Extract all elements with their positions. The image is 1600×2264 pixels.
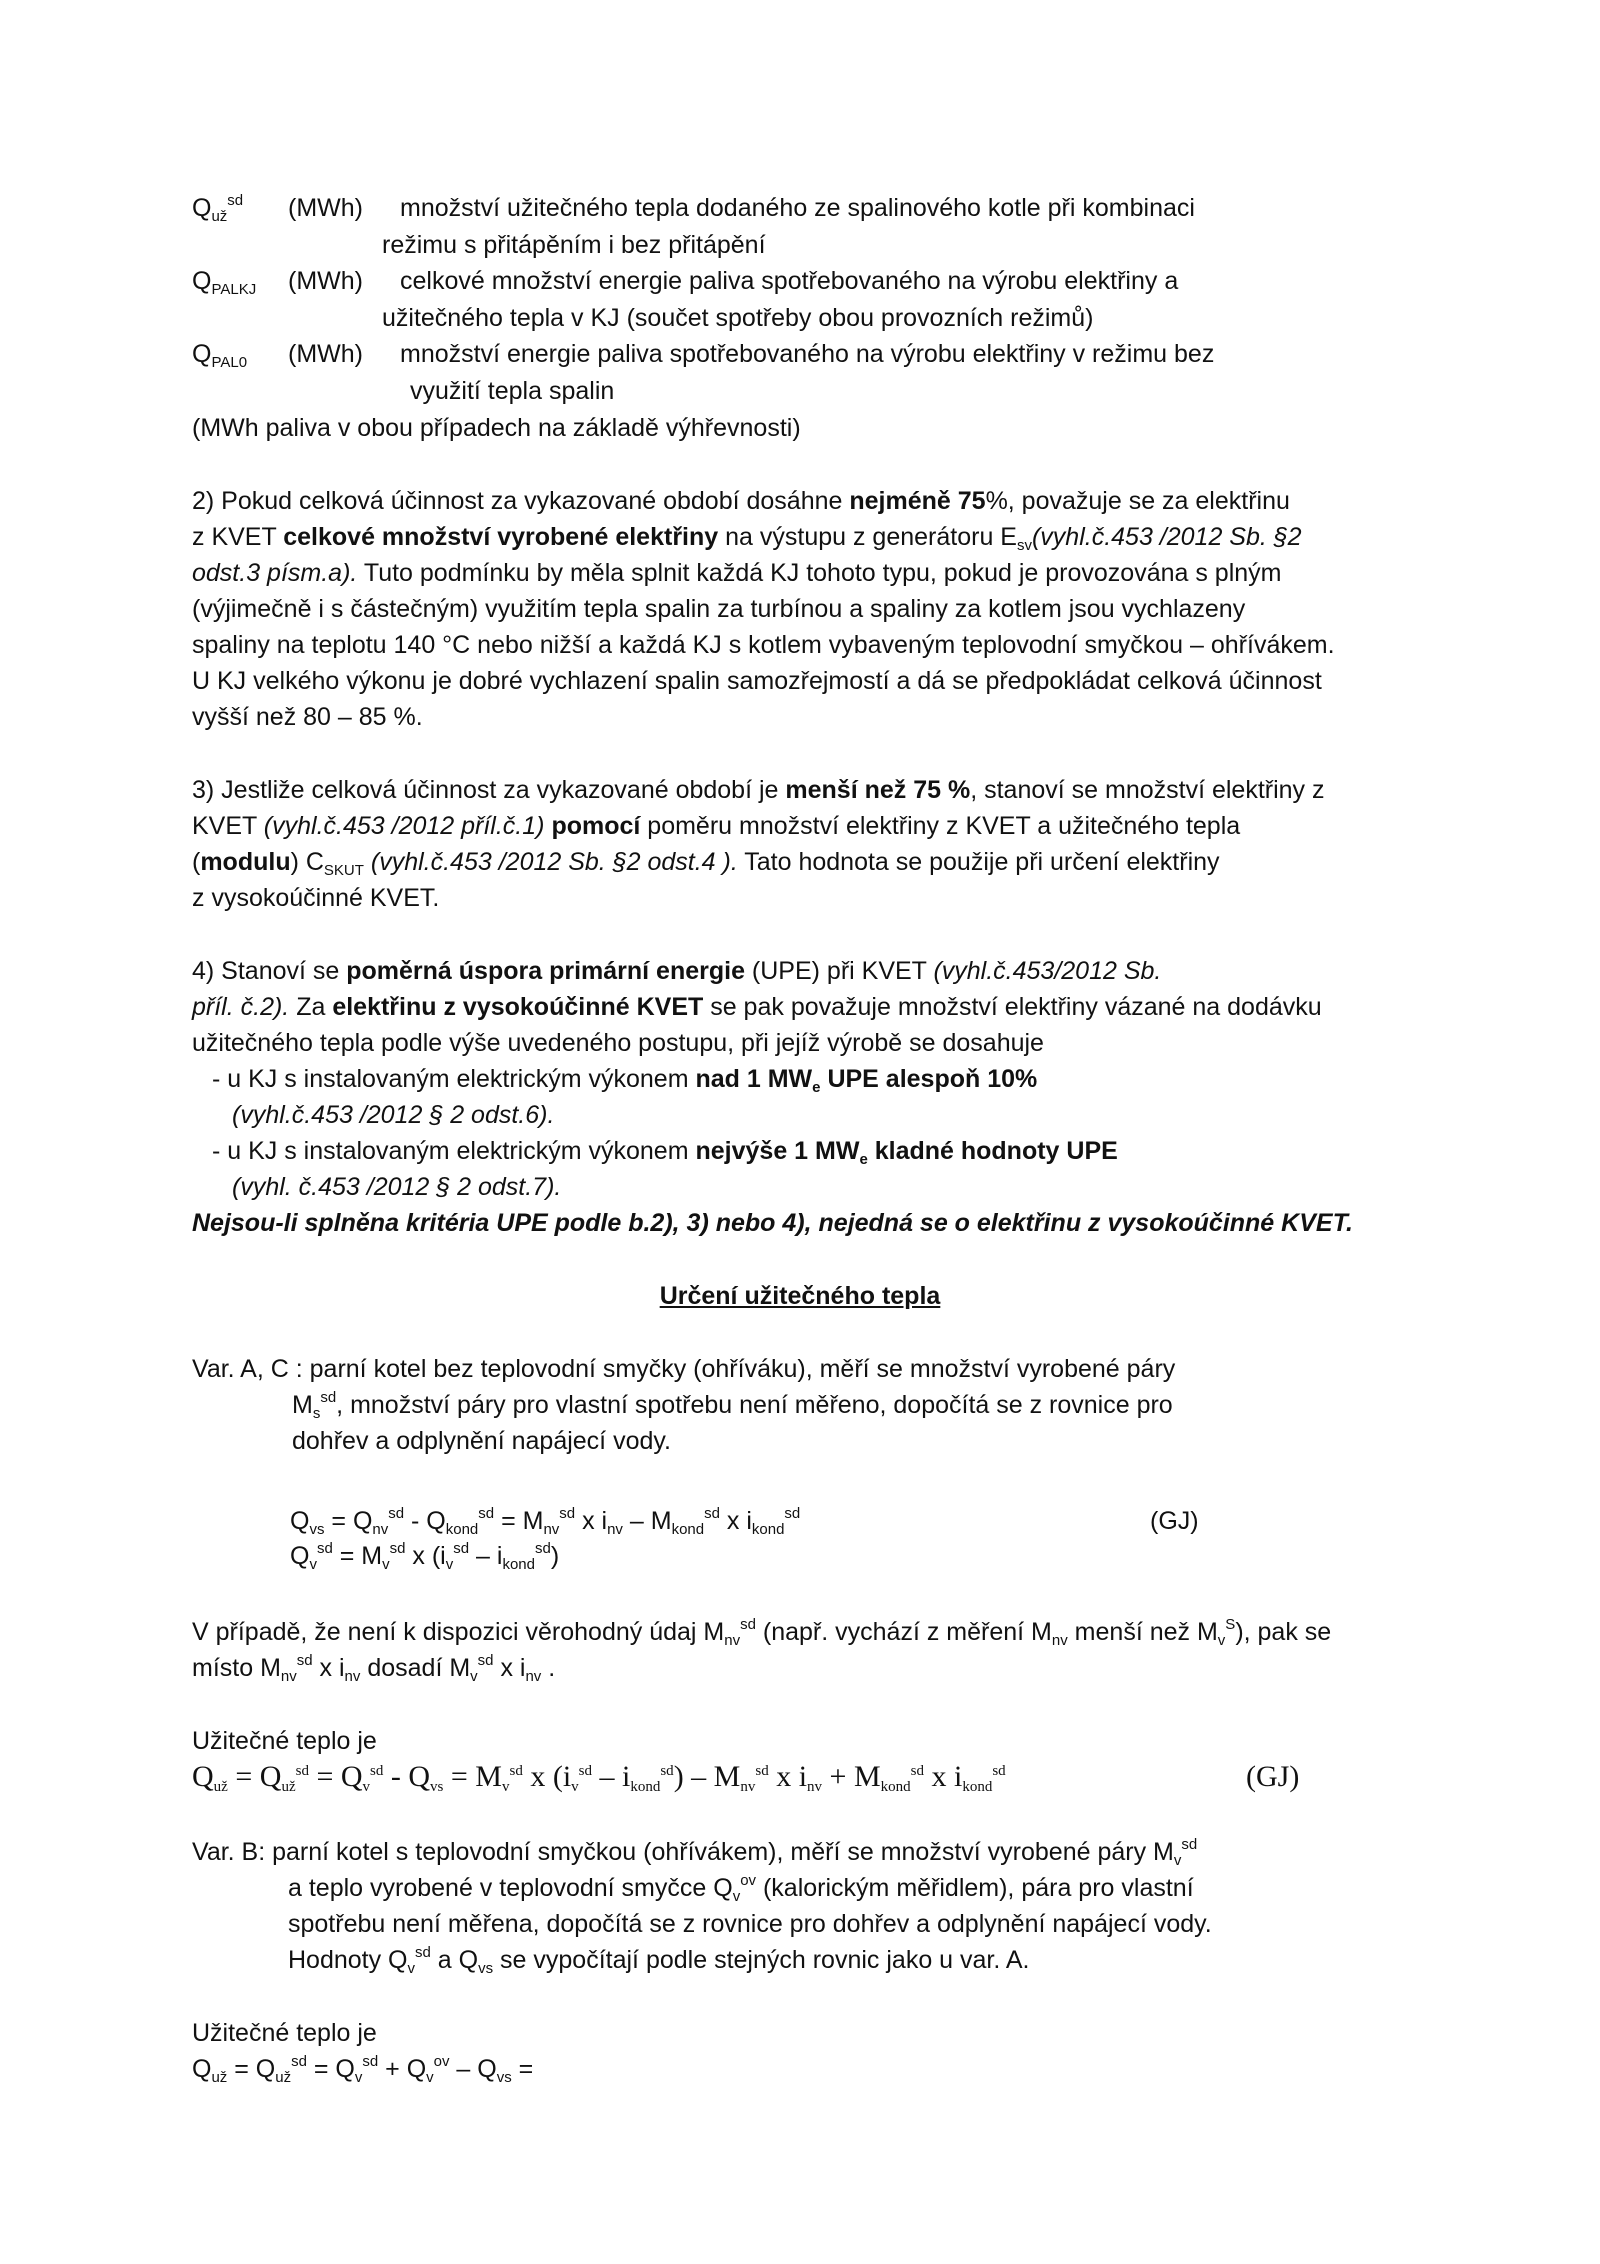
var-b-line: Hodnoty $Q_v^{sd}$ a $Q_{vs}$ se vypočítají podle stejných rovnic jako u var. A. bbox=[288, 1944, 1030, 1977]
equation-useful-heat: $Q_{už} = Q_{už}^{sd} = Q_v^{sd} - Q_{vs} = M_v^{sd}$ x $(i_v^{sd} - i_{kond}^{sd}) - M_{nv}^{sd}$ x $i_{nv} + M_{kond}^{sd}$ x $i_{kond}^{sd}$ bbox=[192, 1760, 1006, 1795]
def-text: celkové množství energie paliva spotřebovaného na výrobu elektřiny a bbox=[400, 267, 1179, 295]
equation-useful-heat-b: $Q_{už} = Q_{už}^{sd} = Q_v^{sd} + Q_v^{ov} - Q_{vs}$ = bbox=[192, 2053, 534, 2086]
p3-line: z vysokoúčinné KVET. bbox=[192, 884, 440, 912]
var-b-line: Var. B: parní kotel s teplovodní smyčkou (ohřívákem), měří se množství vyrobené páry $M_v^{sd}$ bbox=[192, 1836, 1198, 1869]
def-symbol-q-uz-sd: $Q_{už}^{sd}$ bbox=[192, 192, 244, 225]
p2-line: odst.3 písm.a). Tuto podmínku by měla splnit každá KJ tohoto typu, pokud je provozována s plným bbox=[192, 559, 1282, 587]
useful-heat-label: Užitečné teplo je bbox=[192, 2019, 377, 2047]
p2-line: spaliny na teplotu 140 °C nebo nižší a každá KJ s kotlem vybaveným teplovodní smyčkou – ohřívákem. bbox=[192, 631, 1335, 659]
p3-line: KVET (vyhl.č.453 /2012 příl.č.1) pomocí poměru množství elektřiny z KVET a užitečného tepla bbox=[192, 812, 1241, 840]
p2-line: (výjimečně i s částečným) využitím tepla spalin za turbínou a spaliny za kotlem jsou vychlazeny bbox=[192, 595, 1246, 623]
p4-bullet: - u KJ s instalovaným elektrickým výkonem nejvýše 1 $MW_e$ kladné hodnoty UPE bbox=[212, 1137, 1118, 1168]
section-heading: Určení užitečného tepla bbox=[659, 1282, 941, 1310]
equation-q-v: $Q_v^{sd} = M_v^{sd}$ x $(i_v^{sd} - i_{kond}^{sd})$ bbox=[290, 1540, 560, 1573]
p4-conclusion: Nejsou-li splněna kritéria UPE podle b.2), 3) nebo 4), nejedná se o elektřinu z vysokoúčinné KVET. bbox=[192, 1209, 1353, 1237]
def-symbol-q-pal0: $Q_{PAL0}$ bbox=[192, 340, 248, 371]
p3-line: (modulu) $C_{SKUT}$ (vyhl.č.453 /2012 Sb. §2 odst.4 ). Tato hodnota se použije při určení elektřiny bbox=[192, 848, 1220, 879]
var-b-line: a teplo vyrobené v teplovodní smyčce $Q_v^{ov}$ (kalorickým měřidlem), pára pro vlastní bbox=[288, 1872, 1194, 1905]
def-note: (MWh paliva v obou případech na základě výhřevnosti) bbox=[192, 414, 801, 442]
p4-bullet: - u KJ s instalovaným elektrickým výkonem nad 1 $MW_e$ UPE alespoň 10% bbox=[212, 1065, 1038, 1096]
equation-unit: (GJ) bbox=[1150, 1507, 1199, 1535]
case-note-line: V případě, že není k dispozici věrohodný údaj $M_{nv}^{sd}$ (např. vychází z měření $M_{nv}$ menší než $M_v^S$), pak se bbox=[192, 1616, 1332, 1649]
def-symbol-q-palkj: $Q_{PALKJ}$ bbox=[192, 267, 257, 298]
def-text: užitečného tepla v KJ (součet spotřeby obou provozních režimů) bbox=[382, 304, 1094, 332]
def-text: množství užitečného tepla dodaného ze spalinového kotle při kombinaci bbox=[400, 194, 1195, 222]
useful-heat-label: Užitečné teplo je bbox=[192, 1727, 377, 1755]
def-unit: (MWh) bbox=[288, 340, 363, 368]
equation-unit: (GJ) bbox=[1246, 1760, 1300, 1793]
p4-line: užitečného tepla podle výše uvedeného postupu, při jejíž výrobě se dosahuje bbox=[192, 1029, 1044, 1057]
p2-line: U KJ velkého výkonu je dobré vychlazení spalin samozřejmostí a dá se předpokládat celková účinnost bbox=[192, 667, 1322, 695]
def-text: režimu s přitápěním i bez přitápění bbox=[382, 231, 766, 259]
var-ac-line: Var. A, C : parní kotel bez teplovodní smyčky (ohříváku), měří se množství vyrobené páry bbox=[192, 1355, 1176, 1383]
def-text: využití tepla spalin bbox=[410, 377, 615, 405]
p4-line: 4) Stanoví se poměrná úspora primární energie (UPE) při KVET (vyhl.č.453/2012 Sb. bbox=[192, 957, 1162, 985]
var-b-line: spotřebu není měřena, dopočítá se z rovnice pro dohřev a odplynění napájecí vody. bbox=[288, 1910, 1212, 1938]
def-text: množství energie paliva spotřebovaného na výrobu elektřiny v režimu bez bbox=[400, 340, 1215, 368]
var-ac-line: dohřev a odplynění napájecí vody. bbox=[292, 1427, 671, 1455]
p2-line: z KVET celkové množství vyrobené elektřiny na výstupu z generátoru $E_{sv}(vyhl.č.453$ /2012 Sb. §2 bbox=[192, 523, 1302, 554]
p4-bullet-ref: (vyhl. č.453 /2012 § 2 odst.7). bbox=[232, 1173, 562, 1201]
p2-line: vyšší než 80 – 85 %. bbox=[192, 703, 423, 731]
def-unit: (MWh) bbox=[288, 267, 363, 295]
case-note-line: místo $M_{nv}^{sd}$ x $i_{nv}$ dosadí $M_v^{sd}$ x $i_{nv}$ . bbox=[192, 1652, 556, 1685]
var-ac-line: $M_s^{sd}$, množství páry pro vlastní spotřebu není měřeno, dopočítá se z rovnice pro bbox=[292, 1389, 1173, 1422]
def-unit: (MWh) bbox=[288, 194, 363, 222]
equation-q-vs: $Q_{vs} = Q_{nv}^{sd} - Q_{kond}^{sd} = M_{nv}^{sd}$ x $i_{nv} - M_{kond}^{sd}$ x $i_{kond}^{sd}$ bbox=[290, 1505, 801, 1538]
p4-line: příl. č.2). Za elektřinu z vysokoúčinné KVET se pak považuje množství elektřiny vázané na dodávku bbox=[192, 993, 1322, 1021]
p3-line: 3) Jestliže celková účinnost za vykazované období je menší než 75 %, stanoví se množství elektřiny z bbox=[192, 776, 1325, 804]
p2-line: 2) Pokud celková účinnost za vykazované období dosáhne nejméně 75%, považuje se za elektřinu bbox=[192, 487, 1290, 515]
p4-bullet-ref: (vyhl.č.453 /2012 § 2 odst.6). bbox=[232, 1101, 555, 1129]
